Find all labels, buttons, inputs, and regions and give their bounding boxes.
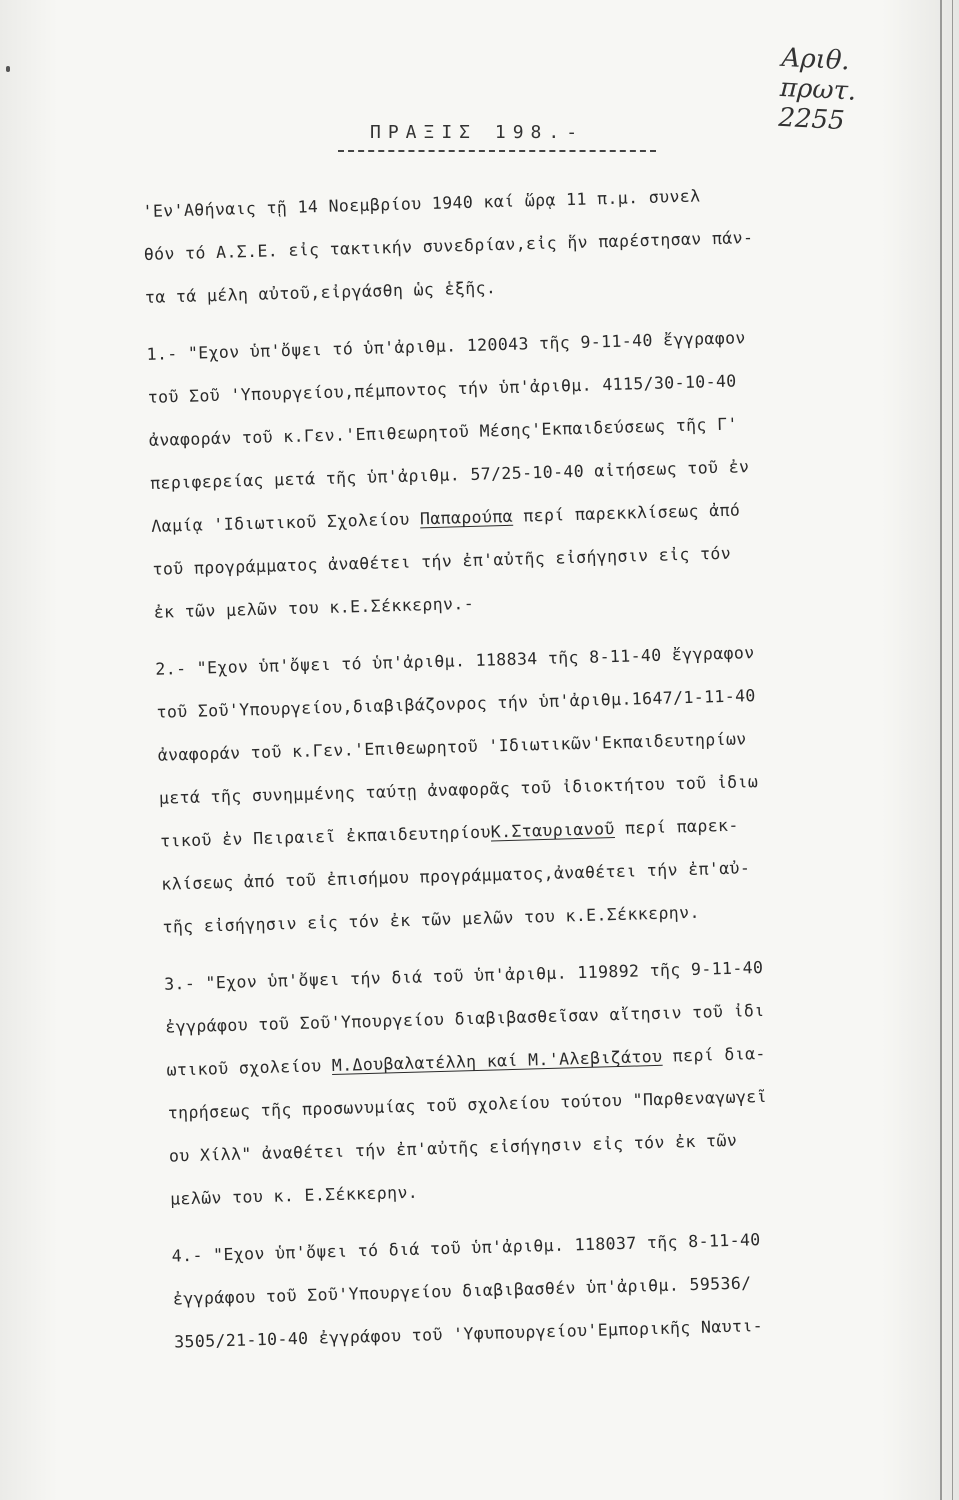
item3-line: τηρήσεως τῆς προσωνυμίας τοῦ σχολείου τούτου "Παρθεναγωγεῖ [167,1086,768,1123]
item2-text: τικοῦ ἐν Πειραιεῖ ἐκπαιδευτηρίου [159,822,492,851]
handwritten-protocol-note [630,30,900,137]
item1-line: ἀναφοράν τοῦ κ.Γεν.'Επιθεωρητοῦ Μέσης'Εκπαιδεύσεως τῆς Γ' [148,414,739,450]
item1-text: περί παρεκκλίσεως ἀπό [512,500,741,526]
item1-school-name: Παπαρούπα [419,506,514,529]
item3-line: ου Χίλλ" ἀναθέτει τήν ἐπ'αὐτῆς εἰσήγησιν εἰς τόν ἐκ τῶν [168,1130,738,1166]
intro-line: θόν τό Α.Σ.Ε. εἰς τακτικήν συνεδρίαν,εἰς ἥν παρέστησαν πάν- [143,227,754,264]
document-title: ΠΡΑΞΙΣ 198.- [370,122,585,143]
item1-text: Λαμίᾳ 'Ιδιωτικοῦ Σχολείου [151,509,421,536]
item2-line: μετά τῆς συνημμένης ταύτῃ ἀναφορᾶς τοῦ ἰδιοκτήτου τοῦ ἰδιω [158,772,759,808]
item1-line: 1.- "Εχον ὑπ'ὄψει τό ὑπ'ἀριθμ. 120043 τῆς 9-11-40 ἔγγραφον [146,328,746,364]
intro-line: τα τά μέλη αὐτοῦ,εἰργάσθη ὡς ἑξῆς. [144,278,497,307]
item2-line: τοῦ Σοῦ'Υπουργείου,διαβιβάζονρος τήν ὑπ'ἀριθμ.1647/1-11-40 [156,686,756,722]
intro-line: 'Εν'Αθήναις τῇ 14 Νοεμβρίου 1940 καί ὥρᾳ 11 π.μ. συνελ [142,186,701,221]
item3-text: ωτικοῦ σχολείου [166,1056,333,1080]
item2-line: 2.- "Εχον ὑπ'ὄψει τό ὑπ'ἀριθμ. 118834 τῆς 8-11-40 ἔγγραφον [155,643,755,679]
item4-line: 4.- "Εχον ὑπ'ὄψει τό διά τοῦ ὑπ'ἀριθμ. 118037 τῆς 8-11-40 [171,1230,761,1266]
item2-text: περί παρεκ- [614,815,739,839]
item3-line: 3.- "Εχον ὑπ'ὄψει τήν διά τοῦ ὑπ'ἀριθμ. 119892 τῆς 9-11-40 [163,957,764,994]
handwritten-note-text: Αριθ. πρωτ. 2255 [777,42,857,137]
item2-school-name: Κ.Σταυριανοῦ [490,819,615,842]
item3-text: περί δια- [662,1043,766,1066]
item3-line: ἐγγράφου τοῦ Σοῦ'Υπουργείου διαβιβασθεῖσαν αἴτησιν τοῦ ἰδι [165,1000,765,1037]
item2-line: ἀναφοράν τοῦ κ.Γεν.'Επιθεωρητοῦ 'Ιδιωτικῶν'Εκπαιδευτηρίων [157,729,747,765]
document-body [142,168,954,1363]
item1-line: περιφερείας μετά τῆς ὑπ'ἀριθμ. 57/25-10-40 αἰτήσεως τοῦ ἐν [149,457,750,493]
item1-line: ἐκ τῶν μελῶν του κ.Ε.Σέκκερην.- [153,593,475,622]
item4-line: ἐγγράφου τοῦ Σοῦ'Υπουργείου διαβιβασθέν ὑπ'ἀριθμ. 59536/ [172,1273,752,1309]
title-dashed-rule [338,150,656,152]
item3-line: μελῶν του κ. Ε.Σέκκερην. [169,1182,419,1209]
item1-line: τοῦ προγράμματος ἀναθέτει τήν ἐπ'αὐτῆς εἰσήγησιν εἰς τόν [152,543,732,579]
item1-line: τοῦ Σοῦ 'Υπουργείου,πέμποντος τήν ὑπ'ἀριθμ. 4115/30-10-40 [147,371,737,407]
scan-speck [6,66,10,72]
item2-line: τῆς εἰσήγησιν εἰς τόν ἐκ τῶν μελῶν του κ.Ε.Σέκκερην. [162,902,701,937]
item4-line: 3505/21-10-40 ἐγγράφου τοῦ 'Υφυπουργείου'Εμπορικῆς Ναυτι- [173,1316,764,1352]
item2-line: κλίσεως ἀπό τοῦ ἐπισήμου προγράμματος,ἀναθέτει τήν ἐπ'αὐ- [161,858,751,894]
item3-school-owners: Μ.Δουβαλατέλλη καί Μ.'Αλεβιζάτου [331,1046,663,1076]
